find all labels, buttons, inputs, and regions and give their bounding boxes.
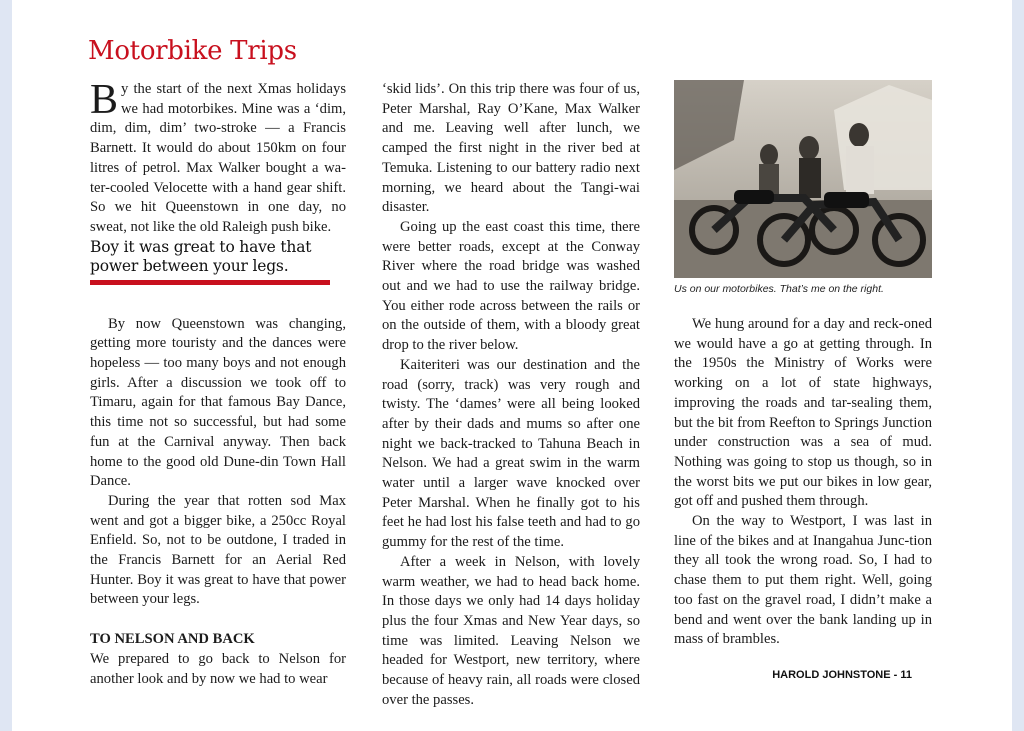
paragraph: During the year that rotten sod Max went and got a bigger bike, a 250cc Royal Enfield. So, not to be outdone, I traded in the Francis Barnett for an Aerial Red Hunter. Boy it was great to have that power between your legs. (90, 492, 346, 608)
intro-paragraph (90, 77, 346, 238)
section-heading: TO NELSON AND BACK (90, 631, 255, 648)
page (12, 0, 1012, 731)
paragraph: Going up the east coast this time, there were better roads, except at the Conway River where the road bridge was washed out and we had to use the railway bridge. You either rode across between the rails or on the outside of them, with a bloody great drop to the river below. (382, 218, 640, 354)
paragraph: After a week in Nelson, with lovely warm weather, we had to head back home. In those days we only had 14 days holiday plus the four Xmas and New Year days, so time was limited. Leaving Nelson we headed for Westport, new territory, where because of heavy rain, all roads were closed over the passes. (382, 553, 640, 708)
column-2 (382, 80, 640, 711)
paragraph: We hung around for a day and reck-oned we would have a go at getting through. In the 1950s the Ministry of Works were working on a lot of state highways, improving the roads and tar-sealing them, but the bit from Reefton to Springs Junction under construction was a sea of mud. Nothing was going to stop us though, so in the worst bits we put our bikes in low gear, got off and pushed them through. (674, 316, 932, 510)
drop-cap: B (90, 77, 119, 123)
page-footer: HAROLD JOHNSTONE - 11 (772, 669, 912, 681)
photo-caption: Us on our motorbikes. That’s me on the right. (674, 283, 884, 295)
pull-quote: Boy it was great to have that power between your legs. (90, 237, 312, 275)
column-3 (674, 315, 932, 650)
paragraph: By now Queenstown was changing, getting more touristy and the dances were hopeless — too many boys and not enough girls. After a discussion we took off to Timaru, again for that famous Bay Dance, this time not so successful, but had some fun at the Carnival anyway. Then back home to the good old Dune-din Town Hall Dance. (90, 315, 346, 490)
column-1 (90, 77, 346, 689)
motorbikes-photo (674, 80, 932, 278)
paragraph: We prepared to go back to Nelson for another look and by now we had to wear (90, 650, 346, 687)
pull-quote-rule (90, 280, 330, 285)
paragraph: Kaiteriteri was our destination and the road (sorry, track) was very rough and twisty. The ‘dames’ were all being looked after by their dads and mums so after one night we back-tracked to Tahuna Beach in Nelson. We had a great swim in the warm water until a larger wave knocked over Peter Marshal. When he finally got to his feet he had lost his false teeth and had to go gummy for the rest of the time. (382, 356, 640, 551)
intro-text: y the start of the next Xmas holidays we had motorbikes. Mine was a ‘dim, dim, dim, dim’ two-stroke — a Francis Barnett. It would do about 150km on four litres of petrol. Max Walker bought a wa-ter-cooled Velocette with a hand gear shift. So we hit Queenstown in one day, no sweat, not like the old Raleigh push bike. (90, 81, 346, 235)
page-title: Motorbike Trips (88, 36, 297, 66)
photo-illustration (674, 80, 932, 278)
paragraph: ‘skid lids’. On this trip there was four of us, Peter Marshal, Ray O’Kane, Max Walker and me. Leaving well after lunch, we camped the first night in the river bed at Temuka. Listening to our battery radio next morning, we heard about the Tangi-wai disaster. (382, 81, 640, 216)
paragraph: On the way to Westport, I was last in line of the bikes and at Inangahua Junc-tion they all took the wrong road. So, I had to chase them to put them right. Well, going too fast on the gravel road, I didn’t make a bend and went over the bank landing up in mass of brambles. (674, 513, 932, 648)
